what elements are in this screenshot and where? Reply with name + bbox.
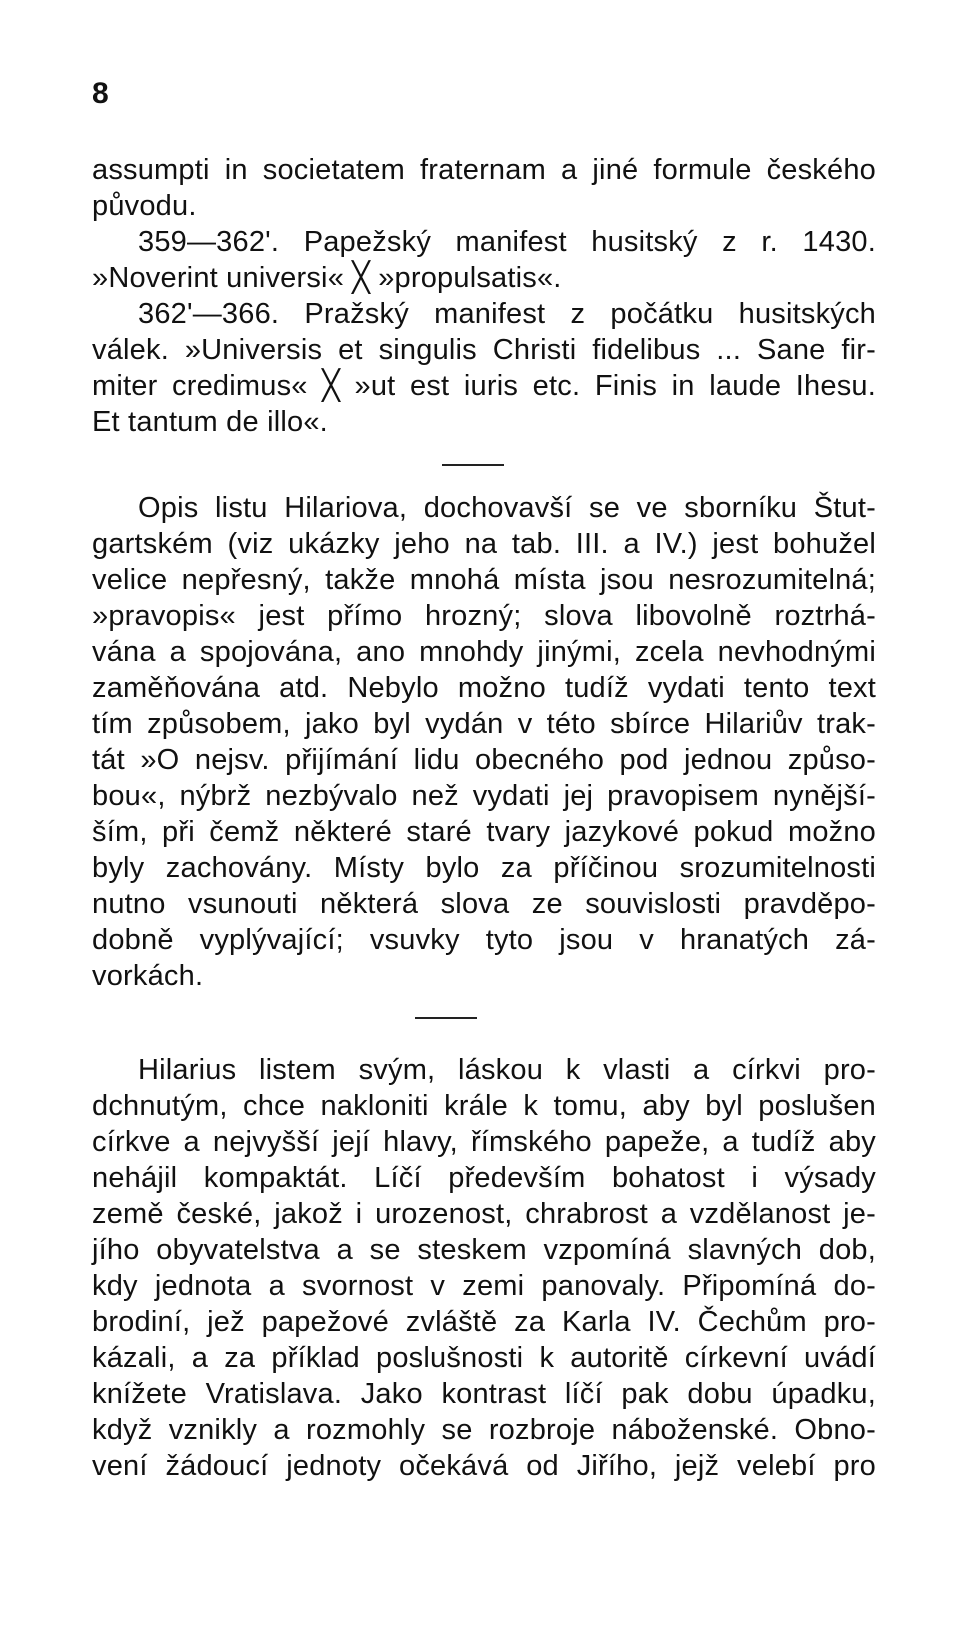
- text-line: vení žádoucí jednoty očekává od Jiřího, jejž velebí pro: [92, 1450, 876, 1482]
- page-number: 8: [92, 77, 109, 110]
- text-line: »pravopis« jest přímo hrozný; slova libovolně roztrhá-: [92, 600, 876, 632]
- text-line: assumpti in societatem fraternam a jiné formule českého: [92, 154, 876, 186]
- text-line: nehájil kompaktát. Líčí především bohatost i výsady: [92, 1162, 876, 1194]
- text-line: gartském (viz ukázky jeho na tab. III. a IV.) jest bohužel: [92, 528, 876, 560]
- text-line: Et tantum de illo«.: [92, 406, 328, 438]
- text-line: nutno vsunouti některá slova ze souvislosti pravděpo-: [92, 888, 876, 920]
- text-line: velice nepřesný, takže mnohá místa jsou nesrozumitelná;: [92, 564, 876, 596]
- text-line: vorkách.: [92, 960, 204, 992]
- text-line: dchnutým, chce nakloniti krále k tomu, aby byl poslušen: [92, 1090, 876, 1122]
- text-line: 359—362'. Papežský manifest husitský z r. 1430.: [138, 226, 876, 258]
- text-line: kdy jednota a svornost v zemi panovaly. Připomíná do-: [92, 1270, 876, 1302]
- text-line: zaměňována atd. Nebylo možno tudíž vydati tento text: [92, 672, 876, 704]
- text-line: když vznikly a rozmohly se rozbroje náboženské. Obno-: [92, 1414, 876, 1446]
- text-line: ším, při čemž některé staré tvary jazykové pokud možno: [92, 816, 876, 848]
- section-divider: [442, 464, 504, 466]
- text-line: brodiní, jež papežové zvláště za Karla IV. Čechům pro-: [92, 1306, 876, 1338]
- text-line: 362'—366. Pražský manifest z počátku husitských: [138, 298, 876, 330]
- text-line: Opis listu Hilariova, dochovavší se ve sborníku Štut-: [138, 492, 876, 524]
- text-line: tím způsobem, jako byl vydán v této sbírce Hilariův trak-: [92, 708, 876, 740]
- text-line: válek. »Universis et singulis Christi fidelibus ... Sane fir-: [92, 334, 876, 366]
- section-divider: [415, 1017, 477, 1019]
- text-line: Hilarius listem svým, láskou k vlasti a církvi pro-: [138, 1054, 876, 1086]
- text-line: jího obyvatelstva a se steskem vzpomíná slavných dob,: [92, 1234, 876, 1266]
- text-line: vána a spojována, ano mnohdy jinými, zcela nevhodnými: [92, 636, 876, 668]
- text-line: církve a nejvyšší její hlavy, římského papeže, a tudíž aby: [92, 1126, 876, 1158]
- text-line: dobně vyplývající; vsuvky tyto jsou v hranatých zá-: [92, 924, 876, 956]
- text-line: byly zachovány. Místy bylo za příčinou srozumitelnosti: [92, 852, 876, 884]
- text-line: miter credimus« ╳ »ut est iuris etc. Finis in laude Ihesu.: [92, 370, 876, 402]
- text-line: kázali, a za příklad poslušnosti k autoritě církevní uvádí: [92, 1342, 876, 1374]
- text-line: země české, jakož i urozenost, chrabrost a vzdělanost je-: [92, 1198, 876, 1230]
- text-line: »Noverint universi« ╳ »propulsatis«.: [92, 262, 562, 294]
- text-line: tát »O nejsv. přijímání lidu obecného pod jednou způso-: [92, 744, 876, 776]
- text-line: původu.: [92, 190, 197, 222]
- text-line: knížete Vratislava. Jako kontrast líčí pak dobu úpadku,: [92, 1378, 876, 1410]
- text-line: bou«, nýbrž nezbývalo než vydati jej pravopisem nynější-: [92, 780, 876, 812]
